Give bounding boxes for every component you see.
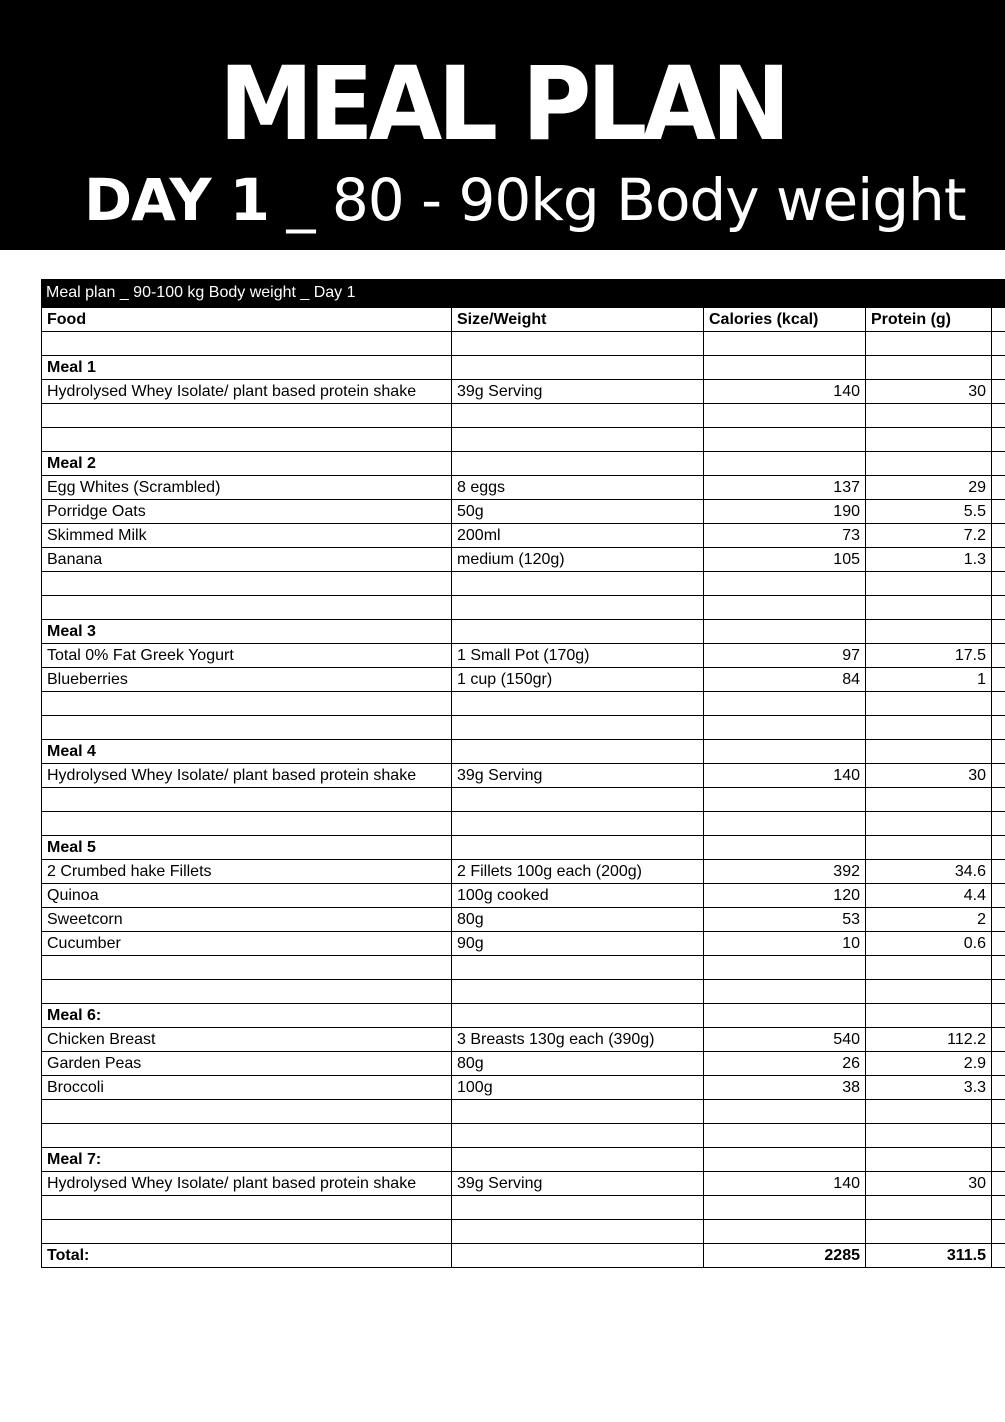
extra-cell [992, 500, 1005, 524]
food-cell: Meal 3 [42, 620, 452, 644]
table-row [42, 884, 1005, 908]
extra-cell [992, 788, 1005, 812]
size-cell: 1 cup (150gr) [452, 668, 704, 692]
size-cell [452, 740, 704, 764]
protein-cell [866, 836, 992, 860]
sheet-title: Meal plan _ 90-100 kg Body weight _ Day 1 [41, 279, 1005, 307]
food-cell: Total: [42, 1244, 452, 1268]
calories-cell [704, 836, 866, 860]
table-row [42, 500, 1005, 524]
blank-row [42, 980, 1005, 1004]
extra-cell [992, 884, 1005, 908]
calories-cell: 2285 [704, 1244, 866, 1268]
extra-cell [992, 812, 1005, 836]
extra-cell [992, 428, 1005, 452]
size-cell [452, 716, 704, 740]
protein-cell [866, 452, 992, 476]
size-cell [452, 620, 704, 644]
food-cell: Egg Whites (Scrambled) [42, 476, 452, 500]
blank-row [42, 1196, 1005, 1220]
table-row [42, 908, 1005, 932]
header-banner [0, 0, 1005, 250]
food-cell [42, 788, 452, 812]
size-cell: 80g [452, 908, 704, 932]
calories-cell: 73 [704, 524, 866, 548]
table-row [42, 380, 1005, 404]
size-cell [452, 1244, 704, 1268]
size-cell [452, 1124, 704, 1148]
meal-header-row [42, 1004, 1005, 1028]
table-row [42, 476, 1005, 500]
protein-cell: 5.5 [866, 500, 992, 524]
size-cell: 80g [452, 1052, 704, 1076]
blank-row [42, 404, 1005, 428]
extra-cell [992, 932, 1005, 956]
extra-cell [992, 404, 1005, 428]
extra-cell [992, 596, 1005, 620]
header-extra [992, 308, 1005, 332]
extra-cell [992, 1172, 1005, 1196]
size-cell [452, 836, 704, 860]
protein-cell [866, 980, 992, 1004]
size-cell [452, 956, 704, 980]
size-cell [452, 1100, 704, 1124]
calories-cell: 26 [704, 1052, 866, 1076]
extra-cell [992, 860, 1005, 884]
table-row [42, 524, 1005, 548]
protein-cell [866, 1004, 992, 1028]
size-cell [452, 812, 704, 836]
blank-row [42, 428, 1005, 452]
protein-cell [866, 620, 992, 644]
extra-cell [992, 908, 1005, 932]
protein-cell [866, 1148, 992, 1172]
size-cell: 39g Serving [452, 1172, 704, 1196]
extra-cell [992, 740, 1005, 764]
protein-cell: 29 [866, 476, 992, 500]
protein-cell: 2.9 [866, 1052, 992, 1076]
calories-cell: 540 [704, 1028, 866, 1052]
size-cell: 200ml [452, 524, 704, 548]
food-cell [42, 1124, 452, 1148]
calories-cell: 140 [704, 1172, 866, 1196]
size-cell: 39g Serving [452, 764, 704, 788]
food-cell: Banana [42, 548, 452, 572]
protein-cell [866, 740, 992, 764]
calories-cell [704, 1004, 866, 1028]
protein-cell: 2 [866, 908, 992, 932]
protein-cell [866, 428, 992, 452]
protein-cell [866, 1124, 992, 1148]
extra-cell [992, 692, 1005, 716]
blank-row [42, 812, 1005, 836]
blank-row [42, 596, 1005, 620]
table-body [42, 332, 1005, 1268]
food-cell: Sweetcorn [42, 908, 452, 932]
size-cell [452, 1148, 704, 1172]
calories-cell [704, 404, 866, 428]
meal-header-row [42, 836, 1005, 860]
size-cell: 90g [452, 932, 704, 956]
size-cell: 50g [452, 500, 704, 524]
food-cell: Cucumber [42, 932, 452, 956]
extra-cell [992, 716, 1005, 740]
food-cell: Chicken Breast [42, 1028, 452, 1052]
table-viewport [41, 307, 1005, 1268]
calories-cell [704, 1148, 866, 1172]
food-cell: 2 Crumbed hake Fillets [42, 860, 452, 884]
food-cell: Meal 5 [42, 836, 452, 860]
protein-cell: 1 [866, 668, 992, 692]
protein-cell: 30 [866, 764, 992, 788]
size-cell: 100g cooked [452, 884, 704, 908]
extra-cell [992, 1244, 1005, 1268]
calories-cell [704, 692, 866, 716]
meal-header-row [42, 620, 1005, 644]
extra-cell [992, 980, 1005, 1004]
size-cell [452, 356, 704, 380]
extra-cell [992, 1004, 1005, 1028]
extra-cell [992, 764, 1005, 788]
protein-cell [866, 404, 992, 428]
blank-row [42, 692, 1005, 716]
table-row [42, 644, 1005, 668]
table-row [42, 1052, 1005, 1076]
calories-cell: 140 [704, 380, 866, 404]
calories-cell: 140 [704, 764, 866, 788]
protein-cell: 112.2 [866, 1028, 992, 1052]
blank-row [42, 1220, 1005, 1244]
food-cell: Hydrolysed Whey Isolate/ plant based protein shake [42, 764, 452, 788]
calories-cell [704, 356, 866, 380]
food-cell: Meal 4 [42, 740, 452, 764]
size-cell [452, 692, 704, 716]
size-cell [452, 404, 704, 428]
blank-row [42, 716, 1005, 740]
subtitle-weight: _ 80 - 90kg Body weight [269, 166, 966, 234]
table-row [42, 1028, 1005, 1052]
calories-cell: 392 [704, 860, 866, 884]
food-cell: Quinoa [42, 884, 452, 908]
extra-cell [992, 644, 1005, 668]
size-cell [452, 596, 704, 620]
food-cell: Total 0% Fat Greek Yogurt [42, 644, 452, 668]
extra-cell [992, 1196, 1005, 1220]
extra-cell [992, 668, 1005, 692]
extra-cell [992, 524, 1005, 548]
protein-cell [866, 956, 992, 980]
extra-cell [992, 572, 1005, 596]
food-cell [42, 980, 452, 1004]
blank-row [42, 1124, 1005, 1148]
extra-cell [992, 452, 1005, 476]
calories-cell [704, 956, 866, 980]
header-protein: Protein (g) [866, 308, 992, 332]
size-cell: 39g Serving [452, 380, 704, 404]
calories-cell: 137 [704, 476, 866, 500]
meal-plan-sheet [41, 279, 1005, 1264]
table-row [42, 764, 1005, 788]
food-cell [42, 332, 452, 356]
size-cell [452, 332, 704, 356]
protein-cell [866, 692, 992, 716]
food-cell: Hydrolysed Whey Isolate/ plant based protein shake [42, 1172, 452, 1196]
food-cell [42, 596, 452, 620]
protein-cell: 0.6 [866, 932, 992, 956]
table-row [42, 1172, 1005, 1196]
protein-cell [866, 1196, 992, 1220]
extra-cell [992, 836, 1005, 860]
food-cell: Broccoli [42, 1076, 452, 1100]
food-cell: Porridge Oats [42, 500, 452, 524]
header-row [42, 308, 1005, 332]
protein-cell: 30 [866, 1172, 992, 1196]
protein-cell: 34.6 [866, 860, 992, 884]
meal-header-row [42, 452, 1005, 476]
calories-cell [704, 572, 866, 596]
blank-row [42, 1100, 1005, 1124]
extra-cell [992, 332, 1005, 356]
extra-cell [992, 1148, 1005, 1172]
table-row [42, 548, 1005, 572]
subtitle-day: DAY 1 [84, 166, 270, 234]
extra-cell [992, 476, 1005, 500]
size-cell [452, 1220, 704, 1244]
food-cell: Meal 1 [42, 356, 452, 380]
protein-cell: 17.5 [866, 644, 992, 668]
size-cell [452, 1004, 704, 1028]
food-cell: Meal 6: [42, 1004, 452, 1028]
header-size: Size/Weight [452, 308, 704, 332]
protein-cell: 3.3 [866, 1076, 992, 1100]
protein-cell: 7.2 [866, 524, 992, 548]
table-row [42, 1076, 1005, 1100]
extra-cell [992, 956, 1005, 980]
calories-cell: 105 [704, 548, 866, 572]
extra-cell [992, 1124, 1005, 1148]
food-cell [42, 428, 452, 452]
food-cell: Hydrolysed Whey Isolate/ plant based protein shake [42, 380, 452, 404]
size-cell [452, 1196, 704, 1220]
meal-table [41, 307, 1005, 1268]
calories-cell [704, 1100, 866, 1124]
food-cell: Garden Peas [42, 1052, 452, 1076]
blank-row [42, 332, 1005, 356]
size-cell: medium (120g) [452, 548, 704, 572]
calories-cell: 84 [704, 668, 866, 692]
size-cell [452, 428, 704, 452]
food-cell: Blueberries [42, 668, 452, 692]
size-cell: 3 Breasts 130g each (390g) [452, 1028, 704, 1052]
protein-cell [866, 332, 992, 356]
calories-cell [704, 596, 866, 620]
protein-cell [866, 596, 992, 620]
calories-cell: 190 [704, 500, 866, 524]
extra-cell [992, 620, 1005, 644]
food-cell [42, 1100, 452, 1124]
food-cell [42, 812, 452, 836]
food-cell [42, 572, 452, 596]
protein-cell: 311.5 [866, 1244, 992, 1268]
protein-cell [866, 716, 992, 740]
protein-cell [866, 572, 992, 596]
calories-cell [704, 1196, 866, 1220]
calories-cell [704, 788, 866, 812]
header-food: Food [42, 308, 452, 332]
extra-cell [992, 548, 1005, 572]
calories-cell [704, 1220, 866, 1244]
calories-cell [704, 716, 866, 740]
blank-row [42, 572, 1005, 596]
table-row [42, 668, 1005, 692]
food-cell: Skimmed Milk [42, 524, 452, 548]
size-cell: 8 eggs [452, 476, 704, 500]
food-cell: Meal 2 [42, 452, 452, 476]
size-cell [452, 980, 704, 1004]
size-cell [452, 788, 704, 812]
protein-cell [866, 1220, 992, 1244]
protein-cell: 1.3 [866, 548, 992, 572]
table-row [42, 860, 1005, 884]
food-cell [42, 956, 452, 980]
protein-cell: 4.4 [866, 884, 992, 908]
size-cell [452, 572, 704, 596]
size-cell [452, 452, 704, 476]
extra-cell [992, 1028, 1005, 1052]
calories-cell: 53 [704, 908, 866, 932]
protein-cell [866, 788, 992, 812]
meal-header-row [42, 1148, 1005, 1172]
calories-cell [704, 812, 866, 836]
calories-cell [704, 1124, 866, 1148]
meal-header-row [42, 740, 1005, 764]
protein-cell [866, 356, 992, 380]
blank-row [42, 788, 1005, 812]
calories-cell [704, 428, 866, 452]
protein-cell: 30 [866, 380, 992, 404]
calories-cell [704, 740, 866, 764]
page-title: MEAL PLAN [218, 45, 787, 164]
calories-cell [704, 452, 866, 476]
calories-cell: 38 [704, 1076, 866, 1100]
protein-cell [866, 812, 992, 836]
food-cell [42, 1196, 452, 1220]
total-row [42, 1244, 1005, 1268]
extra-cell [992, 1052, 1005, 1076]
calories-cell: 120 [704, 884, 866, 908]
food-cell: Meal 7: [42, 1148, 452, 1172]
food-cell [42, 404, 452, 428]
extra-cell [992, 1100, 1005, 1124]
food-cell [42, 716, 452, 740]
food-cell [42, 692, 452, 716]
calories-cell [704, 620, 866, 644]
table-row [42, 932, 1005, 956]
blank-row [42, 956, 1005, 980]
extra-cell [992, 1220, 1005, 1244]
extra-cell [992, 356, 1005, 380]
extra-cell [992, 1076, 1005, 1100]
extra-cell [992, 380, 1005, 404]
calories-cell [704, 332, 866, 356]
page-subtitle [84, 168, 966, 232]
protein-cell [866, 1100, 992, 1124]
size-cell: 100g [452, 1076, 704, 1100]
header-calories: Calories (kcal) [704, 308, 866, 332]
calories-cell [704, 980, 866, 1004]
calories-cell: 97 [704, 644, 866, 668]
food-cell [42, 1220, 452, 1244]
size-cell: 1 Small Pot (170g) [452, 644, 704, 668]
meal-header-row [42, 356, 1005, 380]
calories-cell: 10 [704, 932, 866, 956]
size-cell: 2 Fillets 100g each (200g) [452, 860, 704, 884]
